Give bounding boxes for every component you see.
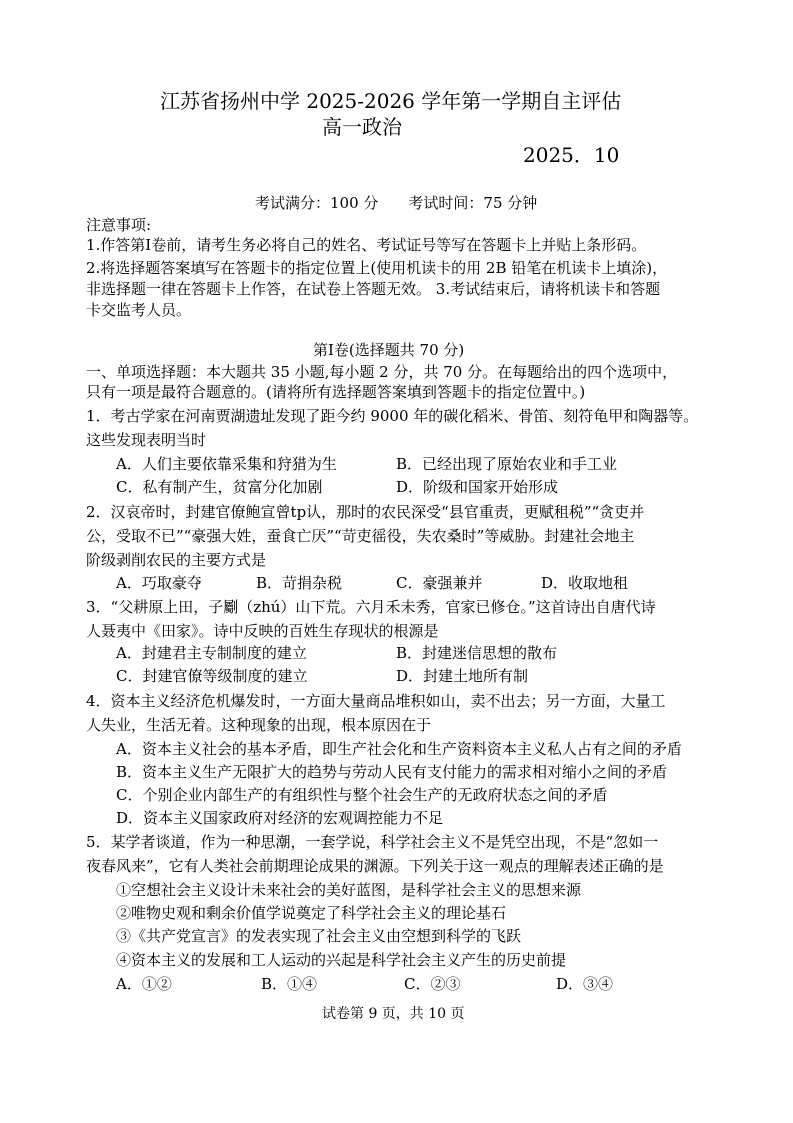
question-stem: 这些发现表明当时 [86, 431, 207, 449]
option-c: C．②③ [404, 975, 461, 993]
option-c: C．私有制产生，贫富分化加剧 [116, 478, 323, 496]
option-d: D．③④ [556, 975, 614, 993]
question-stem: 公，受取不已”“豪强大姓，蚕食亡厌”“苛吏徭役，失农桑时”等威胁。封建社会地主 [86, 527, 635, 545]
option-d: D．封建土地所有制 [396, 667, 529, 685]
option-a: A．封建君主专制制度的建立 [116, 644, 307, 662]
question-stem: 5．某学者谈道，作为一种思潮，一套学说，科学社会主义不是凭空出现，不是“忽如一 [86, 833, 659, 851]
statement-2: ②唯物史观和剩余价值学说奠定了科学社会主义的理论基石 [116, 904, 507, 922]
question-stem: 4．资本主义经济危机爆发时，一方面大量商品堆积如山，卖不出去；另一方面，大量工 [86, 692, 666, 710]
page-footer: 试卷第 9 页，共 10 页 [322, 1006, 465, 1022]
option-d: D．阶级和国家开始形成 [396, 478, 559, 496]
question-stem: 1．考古学家在河南贾湖遗址发现了距今约 9000 年的碳化稻米、骨笛、刻符龟甲和陶器等。 [86, 407, 699, 425]
option-b: B．已经出现了原始农业和手工业 [396, 455, 618, 473]
option-c: C．豪强兼并 [396, 574, 483, 592]
notes-line: 卡交监考人员。 [86, 301, 192, 319]
option-b: B．苛捐杂税 [256, 574, 343, 592]
question-stem: 2．汉哀帝时，封建官僚鲍宣曾tp认，那时的农民深受“县官重责，更赋租税”“贪吏并 [86, 503, 645, 521]
option-a: A．①② [116, 975, 172, 993]
option-b: B．①④ [261, 975, 318, 993]
notes-line: 非选择题一律在答题卡上作答，在试卷上答题无效。 3.考试结束后，请将机读卡和答题 [86, 280, 661, 298]
notes-line: 2.将选择题答案填写在答题卡的指定位置上(使用机读卡的用 2B 铅笔在机读卡上填涂)， [86, 259, 668, 277]
notes-line: 1.作答第Ⅰ卷前，请考生务必将自己的姓名、考试证号等写在答题卡上并贴上条形码。 [86, 236, 647, 254]
section-instructions: 一、单项选择题：本大题共 35 小题,每小题 2 分，共 70 分。在每题给出的四个选项中， [86, 363, 678, 381]
option-c: C．封建官僚等级制度的建立 [116, 667, 308, 685]
exam-title: 江苏省扬州中学 2025-2026 学年第一学期自主评估 [160, 89, 622, 113]
section-title: 第Ⅰ卷(选择题共 70 分) [313, 341, 465, 359]
exam-info: 考试满分：100 分 考试时间：75 分钟 [255, 194, 538, 212]
option-d: D．资本主义国家政府对经济的宏观调控能力不足 [116, 809, 444, 827]
option-d: D．收取地租 [541, 574, 629, 592]
section-instructions: 只有一项是最符合题意的。(请将所有选择题答案填到答题卡的指定位置中。) [86, 383, 586, 401]
question-stem: 人失业，生活无着。这种现象的出现，根本原因在于 [86, 716, 432, 734]
option-c: C．个别企业内部生产的有组织性与整个社会生产的无政府状态之间的矛盾 [116, 786, 608, 804]
statement-1: ①空想社会主义设计未来社会的美好蓝图，是科学社会主义的思想来源 [116, 881, 582, 899]
question-stem: 阶级剥削农民的主要方式是 [86, 551, 267, 569]
notes-heading: 注意事项: [86, 216, 152, 234]
question-stem: 3．“父耕原上田，子劚（zhú）山下荒。六月禾未秀，官家已修仓。”这首诗出自唐代诗 [86, 598, 656, 616]
option-a: A．资本主义社会的基本矛盾，即生产社会化和生产资料资本主义私人占有之间的矛盾 [116, 740, 682, 758]
option-a: A．巧取豪夺 [116, 574, 202, 592]
statement-4: ④资本主义的发展和工人运动的兴起是科学社会主义产生的历史前提 [116, 951, 567, 969]
subject-title: 高一政治 [322, 115, 402, 139]
question-stem: 人聂夷中《田家》。诗中反映的百姓生存现状的根源是 [86, 622, 439, 640]
option-b: B．资本主义生产无限扩大的趋势与劳动人民有支付能力的需求相对缩小之间的矛盾 [116, 763, 668, 781]
option-b: B．封建迷信思想的散布 [396, 644, 558, 662]
statement-3: ③《共产党宣言》的发表实现了社会主义由空想到科学的飞跃 [116, 927, 522, 945]
option-a: A．人们主要依靠采集和狩猎为生 [116, 455, 337, 473]
question-stem: 夜春风来”，它有人类社会前期理论成果的渊源。下列关于这一观点的理解表述正确的是 [86, 857, 664, 875]
exam-date: 2025．10 [523, 143, 620, 167]
